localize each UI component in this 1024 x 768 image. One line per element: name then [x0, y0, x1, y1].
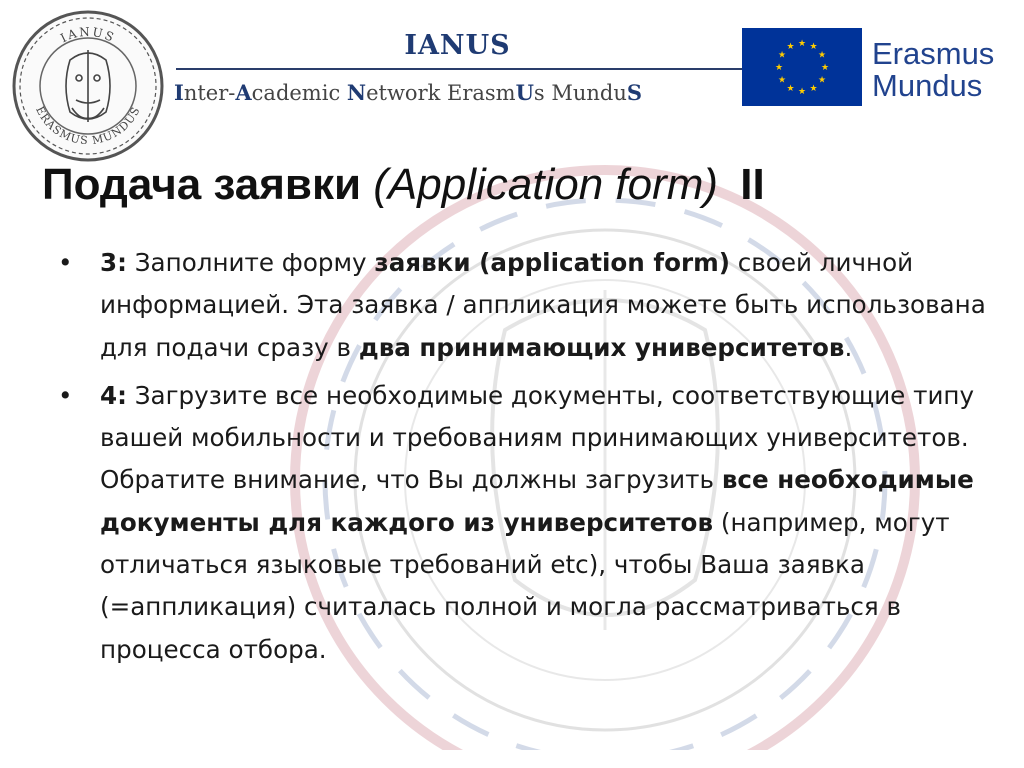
subtitle-part: A [235, 80, 252, 105]
erasmus-line2: Mundus [872, 68, 983, 103]
ianus-seal-logo [10, 8, 166, 164]
title-bold: Подача заявки [42, 160, 362, 209]
title-italic: (Application form) [373, 160, 719, 209]
subtitle-part: S [626, 80, 643, 105]
bullet-run: своей личной информацией. Эта заявка / аппликация можете быть использована для подачи сразу в [100, 248, 986, 362]
svg-text:★: ★ [820, 63, 830, 73]
bullet-run: Загрузите все необходимые документы, соответствующие типу вашей мобильности и требованиям принимающих университетов. Обратите внимание, что Вы должны загрузить [100, 380, 975, 495]
title-numeral: II [740, 160, 765, 209]
subtitle-part: I [174, 80, 184, 105]
seal-bottom-text: ERASMUS MUNDUS [33, 104, 143, 148]
bullet-run: заявки (application form) [374, 248, 730, 277]
svg-text:★: ★ [777, 50, 787, 61]
subtitle-part: etwork Erasm [366, 81, 516, 105]
ianus-subtitle [174, 80, 744, 105]
subtitle-part: nter- [183, 81, 236, 105]
slide-title [42, 160, 765, 210]
bullet-run: все необходимые документы для каждого из университетов [100, 465, 974, 537]
bullet-item [56, 242, 986, 369]
ianus-title: IANUS [404, 30, 511, 61]
bullet-run: 4: [100, 380, 127, 410]
eu-flag-icon [742, 28, 862, 106]
subtitle-part: cademic [251, 81, 347, 105]
svg-text:★: ★ [786, 42, 795, 52]
svg-text:★: ★ [809, 42, 818, 52]
header-divider [176, 68, 742, 70]
erasmus-line1: Erasmus [872, 36, 995, 71]
svg-text:★: ★ [774, 63, 784, 73]
bullet-run: два принимающих университетов [358, 332, 845, 362]
svg-text:★: ★ [777, 75, 787, 86]
subtitle-part: U [515, 80, 534, 105]
erasmus-mundus-logo-text [872, 38, 994, 102]
bullet-item [56, 375, 986, 671]
svg-text:★: ★ [797, 39, 807, 49]
svg-text:★: ★ [817, 75, 827, 86]
bullet-run: (например, могут отличаться языковые требований etc), чтобы Ваша заявка (=аппликация) считалась полной и могла рассматриваться в процесса отбора. [100, 507, 950, 664]
bullet-dot: • [58, 248, 73, 277]
svg-text:★: ★ [817, 50, 827, 61]
subtitle-part: s Mundu [533, 81, 627, 105]
bullet-run: Заполните форму [126, 248, 375, 277]
bullet-run: . [844, 332, 853, 362]
svg-text:★: ★ [786, 84, 795, 94]
seal-top-text: IANUS [58, 24, 118, 46]
svg-text:★: ★ [809, 84, 818, 94]
subtitle-part: N [346, 80, 367, 105]
bullet-list [56, 242, 986, 677]
bullet-dot: • [58, 380, 73, 410]
svg-text:★: ★ [797, 87, 807, 97]
bullet-run: 3: [100, 248, 127, 277]
